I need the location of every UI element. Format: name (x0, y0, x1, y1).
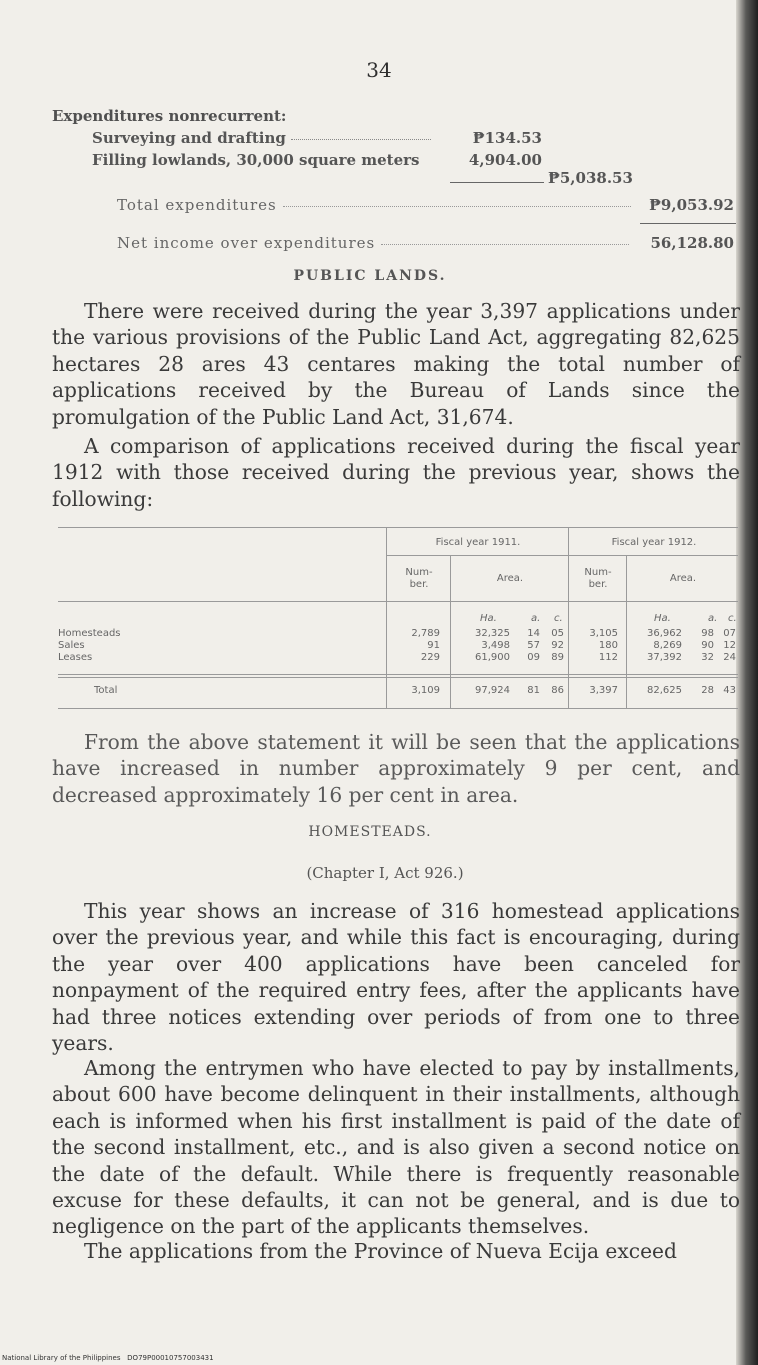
unit-ha-1912: Ha. (654, 613, 671, 624)
unit-a-1912: a. (708, 613, 718, 624)
cell-ha-1912: 8,269 (653, 640, 682, 651)
applications-comparison-table (58, 527, 738, 709)
unit-a-1911: a. (531, 613, 541, 624)
cell-number-1911: 229 (420, 652, 440, 663)
cell-c-1912: 07 (723, 628, 736, 639)
cell-total-a-1912: 28 (701, 685, 714, 696)
header-number-1911: Num-ber. (405, 567, 433, 590)
cell-total-c-1912: 43 (723, 685, 736, 696)
cell-a-1912: 32 (701, 652, 714, 663)
expenditure-item-filling: Filling lowlands, 30,000 square meters (92, 151, 420, 169)
header-fiscal-1912: Fiscal year 1912. (611, 537, 697, 548)
expenditures-heading: Expenditures nonrecurrent: (52, 107, 287, 125)
amount-filling: 4,904.00 (468, 151, 542, 169)
cell-c-1911: 92 (551, 640, 564, 651)
net-income-label: Net income over expenditures (117, 234, 629, 252)
unit-c-1912: c. (728, 613, 737, 624)
statement-paragraph: From the above statement it will be seen that the applications have increased in number approximately 9 per cent, and decreased approximately 16 per cent in area. (52, 730, 740, 807)
cell-total-a-1911: 81 (527, 685, 540, 696)
homesteads-paragraph-1: This year shows an increase of 316 homestead applications over the previous year, and while this fact is encouraging, during the year over 400 applications have been canceled for nonpayment of the required entry fees, after the applicants have had three notices extending over periods of from one to three years. (52, 899, 740, 1056)
cell-number-1912: 112 (598, 652, 618, 663)
cell-a-1911: 09 (527, 652, 540, 663)
cell-total-c-1911: 86 (551, 685, 564, 696)
cell-ha-1912: 36,962 (647, 628, 682, 639)
cell-a-1912: 90 (701, 640, 714, 651)
header-number-1912: Num-ber. (584, 567, 612, 590)
row-label-sales: Sales (58, 640, 85, 651)
total-expenditures-amount: ₱9,053.92 (649, 196, 734, 214)
cell-ha-1911: 32,325 (475, 628, 510, 639)
cell-a-1912: 98 (701, 628, 714, 639)
cell-total-ha-1912: 82,625 (647, 685, 682, 696)
homesteads-paragraph-2: Among the entrymen who have elected to pay by installments, about 600 have become delinquent in their installments, although each is informed when his first installment is paid of the date of the second installment, etc., and is also given a second notice on the date of the default. While there is frequently reasonable excuse for these defaults, it can not be general, and is due to negligence on the part of the applicants themselves. (52, 1056, 740, 1239)
row-label-leases: Leases (58, 652, 93, 663)
public-lands-title: PUBLIC LANDS. (293, 268, 447, 284)
expenditure-item-surveying: Surveying and drafting (92, 129, 431, 147)
cell-number-1911: 91 (427, 640, 440, 651)
cell-number-1912: 180 (598, 640, 618, 651)
cell-total-number-1912: 3,397 (589, 685, 618, 696)
header-area-1912: Area. (669, 573, 697, 584)
cell-a-1911: 57 (527, 640, 540, 651)
header-area-1911: Area. (496, 573, 524, 584)
subtotal-rule (450, 182, 544, 183)
unit-c-1911: c. (554, 613, 563, 624)
cell-c-1912: 24 (723, 652, 736, 663)
header-fiscal-1911: Fiscal year 1911. (435, 537, 521, 548)
subtotal-amount: ₱5,038.53 (548, 169, 633, 187)
cell-c-1912: 12 (723, 640, 736, 651)
row-label-homesteads: Homesteads (58, 628, 121, 639)
cell-ha-1911: 61,900 (475, 652, 510, 663)
homesteads-title: HOMESTEADS. (308, 824, 432, 840)
amount-surveying: ₱134.53 (472, 129, 542, 147)
cell-a-1911: 14 (527, 628, 540, 639)
cell-total-number-1911: 3,109 (411, 685, 440, 696)
scan-footer: National Library of the Philippines DO79P00010757003431 (2, 1354, 214, 1362)
cell-number-1912: 3,105 (589, 628, 618, 639)
unit-ha-1911: Ha. (480, 613, 497, 624)
net-income-amount: 56,128.80 (650, 234, 734, 252)
row-label-total: Total (94, 685, 118, 696)
total-expenditures-label: Total expenditures (117, 196, 631, 214)
cell-c-1911: 05 (551, 628, 564, 639)
homesteads-chapter: (Chapter I, Act 926.) (306, 864, 464, 882)
page-number: 34 (366, 58, 392, 82)
cell-total-ha-1911: 97,924 (475, 685, 510, 696)
cell-ha-1911: 3,498 (481, 640, 510, 651)
cell-number-1911: 2,789 (411, 628, 440, 639)
total-rule (640, 223, 736, 224)
cell-c-1911: 89 (551, 652, 564, 663)
public-lands-paragraph-2: A comparison of applications received during the fiscal year 1912 with those received during the previous year, shows the following: (52, 434, 740, 511)
cell-ha-1912: 37,392 (647, 652, 682, 663)
homesteads-paragraph-3: The applications from the Province of Nueva Ecija exceed (84, 1239, 677, 1263)
public-lands-paragraph-1: There were received during the year 3,397 applications under the various provisions of the Public Land Act, aggregating 82,625 hectares 28 ares 43 centares making the total number of applications received by the Bureau of Lands since the promulgation of the Public Land Act, 31,674. (52, 299, 740, 429)
